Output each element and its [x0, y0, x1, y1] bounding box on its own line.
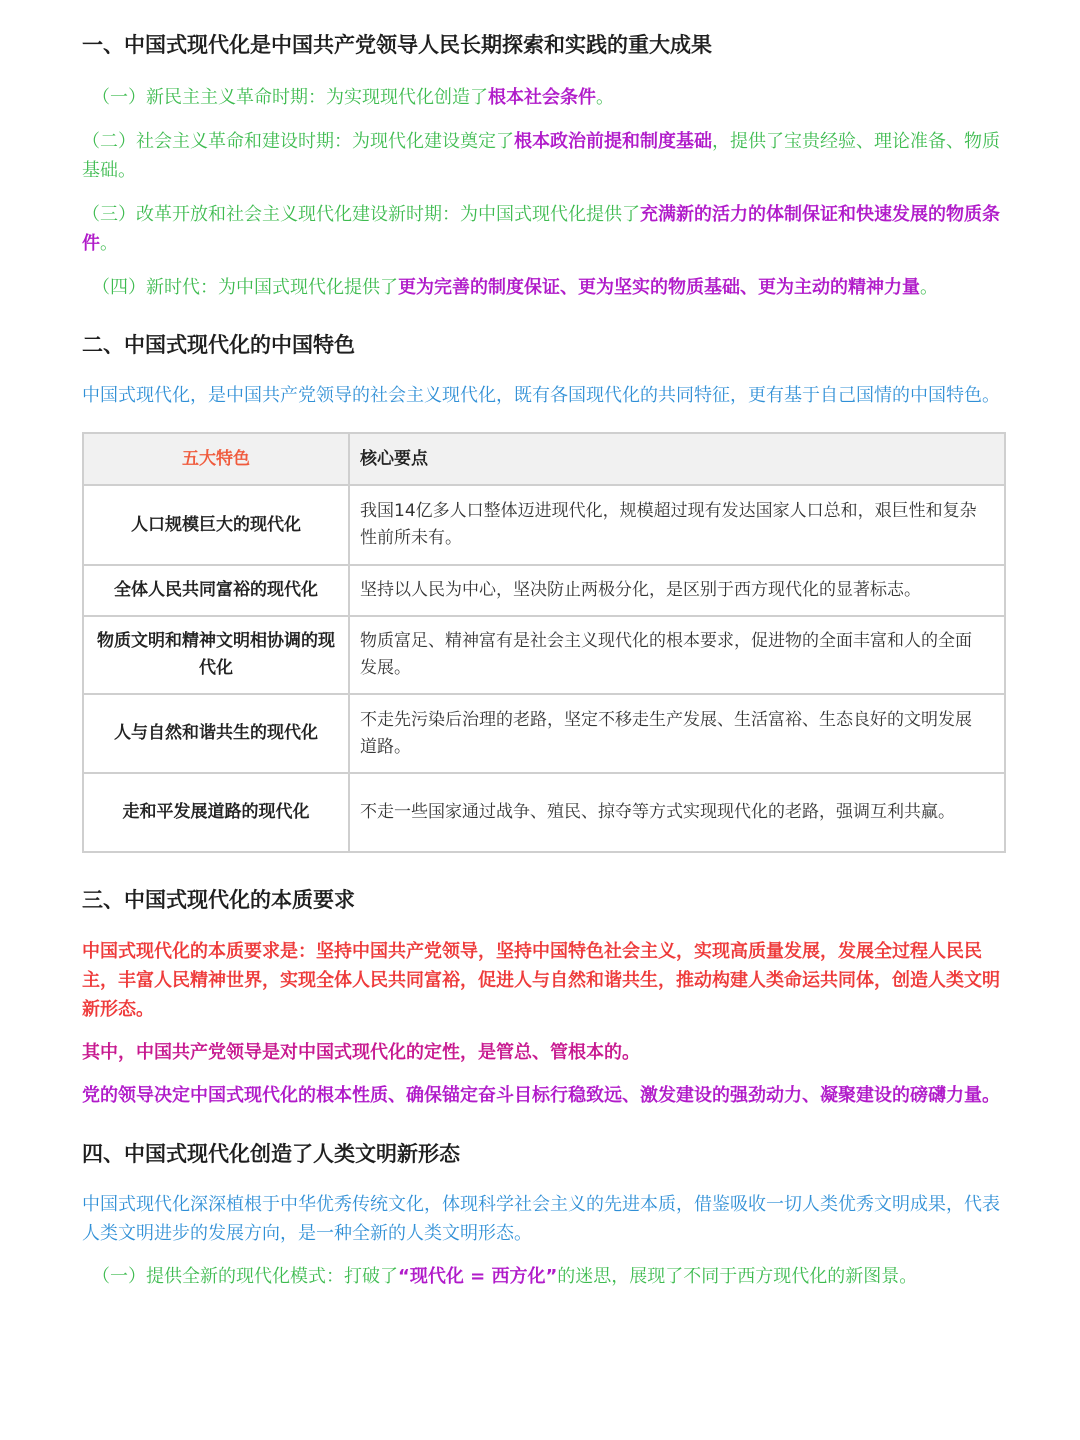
feature-desc: 不走一些国家通过战争、殖民、掠夺等方式实现现代化的老路，强调互利共赢。	[349, 773, 1005, 852]
section2-intro: 中国式现代化，是中国共产党领导的社会主义现代化，既有各国现代化的共同特征，更有基于自己国情的中国特色。	[82, 385, 1000, 406]
table-row	[83, 616, 1005, 694]
section4-item-1: （一）提供全新的现代化模式：打破了“现代化 = 西方化”的迷思，展现了不同于西方现代化的新图景。	[92, 1266, 918, 1287]
features-table	[82, 432, 1006, 853]
table-row	[83, 694, 1005, 773]
table-row	[83, 773, 1005, 852]
section2-heading: 二、中国式现代化的中国特色	[82, 333, 355, 357]
feature-desc: 坚持以人民为中心，坚决防止两极分化，是区别于西方现代化的显著标志。	[349, 565, 1005, 616]
section1-item-3: （三）改革开放和社会主义现代化建设新时期：为中国式现代化提供了充满新的活力的体制保证和快速发展的物质条件。	[82, 204, 1000, 254]
table-row	[83, 565, 1005, 616]
section3-party-leadership: 党的领导决定中国式现代化的根本性质、确保锚定奋斗目标行稳致远、激发建设的强劲动力、凝聚建设的磅礴力量。	[82, 1085, 1000, 1106]
table-header-row	[83, 433, 1005, 485]
section3-essence: 中国式现代化的本质要求是：坚持中国共产党领导，坚持中国特色社会主义，实现高质量发展，发展全过程人民民主，丰富人民精神世界，实现全体人民共同富裕，促进人与自然和谐共生，推动构建人类命运共同体，创造人类文明新形态。	[82, 941, 1000, 1020]
table-header-keypoints: 核心要点	[349, 433, 1005, 485]
table-row	[83, 485, 1005, 565]
section1-item-2: （二）社会主义革命和建设时期：为现代化建设奠定了根本政治前提和制度基础，提供了宝贵经验、理论准备、物质基础。	[82, 131, 1000, 181]
section4-intro: 中国式现代化深深植根于中华优秀传统文化，体现科学社会主义的先进本质，借鉴吸收一切人类优秀文明成果，代表人类文明进步的发展方向，是一种全新的人类文明形态。	[82, 1194, 1000, 1244]
feature-name: 走和平发展道路的现代化	[83, 773, 349, 852]
feature-name: 人口规模巨大的现代化	[83, 485, 349, 565]
section1-item-4: （四）新时代：为中国式现代化提供了更为完善的制度保证、更为坚实的物质基础、更为主动的精神力量。	[92, 277, 938, 298]
section1-item-1: （一）新民主主义革命时期：为实现现代化创造了根本社会条件。	[92, 87, 614, 108]
feature-desc: 不走先污染后治理的老路，坚定不移走生产发展、生活富裕、生态良好的文明发展道路。	[349, 694, 1005, 773]
feature-desc: 我国14亿多人口整体迈进现代化，规模超过现有发达国家人口总和，艰巨性和复杂性前所未有。	[349, 485, 1005, 565]
section3-party-role: 其中，中国共产党领导是对中国式现代化的定性，是管总、管根本的。	[82, 1042, 640, 1063]
feature-name: 人与自然和谐共生的现代化	[83, 694, 349, 773]
section4-heading: 四、中国式现代化创造了人类文明新形态	[82, 1142, 460, 1166]
table-header-features: 五大特色	[83, 433, 349, 485]
feature-name: 全体人民共同富裕的现代化	[83, 565, 349, 616]
feature-name: 物质文明和精神文明相协调的现代化	[83, 616, 349, 694]
section3-heading: 三、中国式现代化的本质要求	[82, 888, 355, 912]
feature-desc: 物质富足、精神富有是社会主义现代化的根本要求，促进物的全面丰富和人的全面发展。	[349, 616, 1005, 694]
section1-heading: 一、中国式现代化是中国共产党领导人民长期探索和实践的重大成果	[82, 33, 712, 57]
